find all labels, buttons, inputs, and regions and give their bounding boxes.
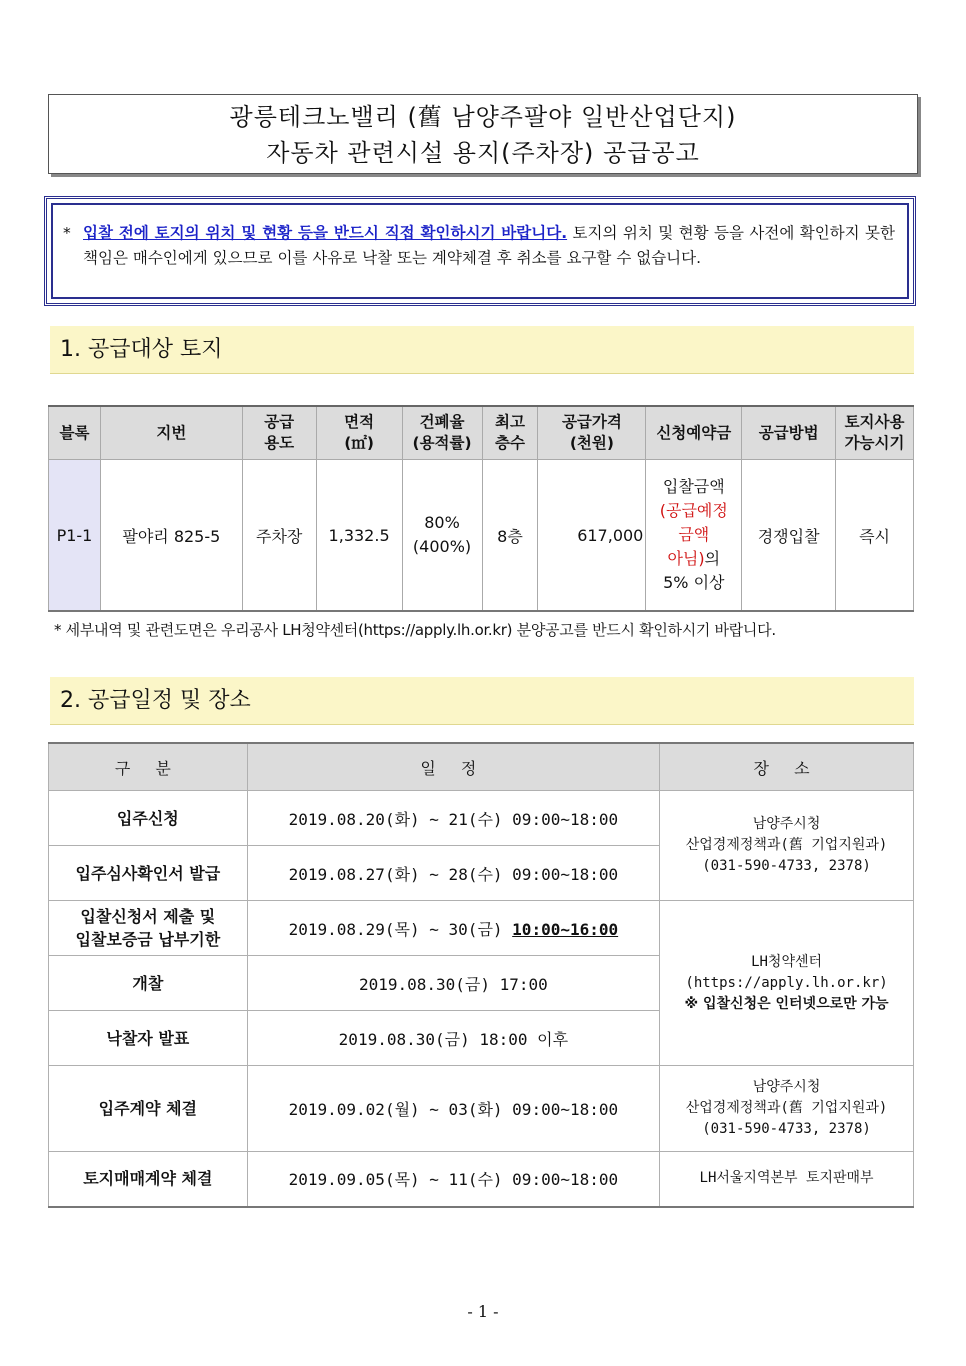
section-2-heading: 2. 공급일정 및 장소 <box>50 677 914 725</box>
cell-area: 1,332.5 <box>316 460 402 612</box>
row-schedule: 2019.08.27(화) ~ 28(수) 09:00~18:00 <box>247 846 659 901</box>
cell-use: 주차장 <box>242 460 316 612</box>
table-row <box>49 1066 914 1152</box>
place-lh-center: LH청약센터 (https://apply.lh.or.kr) ※ 입찰신청은 인터넷으로만 가능 <box>660 901 914 1066</box>
row-label: 토지매매계약 체결 <box>49 1152 248 1207</box>
cell-price: 617,000 <box>538 460 646 612</box>
place-city-hall-1: 남양주시청 산업경제정책과(舊 기업지원과) (031-590-4733, 2378) <box>660 791 914 901</box>
header-block: 블록 <box>49 406 101 460</box>
row-label: 입주계약 체결 <box>49 1066 248 1152</box>
table-row <box>49 791 914 846</box>
row-label: 낙찰자 발표 <box>49 1011 248 1066</box>
header-floors: 최고 층수 <box>482 406 538 460</box>
cell-block: P1-1 <box>49 460 101 612</box>
row-schedule: 2019.08.30(금) 17:00 <box>247 956 659 1011</box>
document-title-box <box>48 94 918 174</box>
notice-emphasis: 입찰 전에 토지의 위치 및 현황 등을 반드시 직접 확인하시기 바랍니다. <box>83 224 568 242</box>
header-schedule: 일 정 <box>247 743 659 791</box>
notice-bullet: * <box>63 224 71 242</box>
cell-floors: 8층 <box>482 460 538 612</box>
table-row <box>49 1152 914 1207</box>
header-place: 장 소 <box>660 743 914 791</box>
cell-ratio: 80% (400%) <box>402 460 482 612</box>
section-1-heading: 1. 공급대상 토지 <box>50 326 914 374</box>
title-line-2: 자동차 관련시설 용지(주차장) 공급공고 <box>266 139 700 167</box>
row-schedule: 2019.08.30(금) 18:00 이후 <box>247 1011 659 1066</box>
land-table-row <box>49 460 914 612</box>
header-area: 면적 (㎡) <box>316 406 402 460</box>
cell-deposit: 입찰금액 (공급예정 금액 아님)의 5% 이상 <box>646 460 742 612</box>
row-schedule: 2019.09.02(월) ~ 03(화) 09:00~18:00 <box>247 1066 659 1152</box>
notice-box <box>44 196 916 306</box>
notice-text: 토지의 위치 및 현황 등을 사전에 확인하지 못한 책임은 매수인에게 있으므로 이를 사유로 낙찰 또는 계약체결 후 취소를 요구할 수 없습니다. <box>83 224 895 267</box>
row-label: 입주심사확인서 발급 <box>49 846 248 901</box>
cell-method: 경쟁입찰 <box>742 460 836 612</box>
header-price: 공급가격 (천원) <box>538 406 646 460</box>
header-lot: 지번 <box>100 406 242 460</box>
table-row <box>49 901 914 956</box>
place-lh-seoul: LH서울지역본부 토지판매부 <box>660 1152 914 1207</box>
header-method: 공급방법 <box>742 406 836 460</box>
land-table <box>48 405 914 612</box>
header-deposit: 신청예약금 <box>646 406 742 460</box>
header-use: 공급 용도 <box>242 406 316 460</box>
row-schedule: 2019.08.20(화) ~ 21(수) 09:00~18:00 <box>247 791 659 846</box>
row-schedule: 2019.09.05(목) ~ 11(수) 09:00~18:00 <box>247 1152 659 1207</box>
schedule-table <box>48 742 914 1208</box>
place-city-hall-2: 남양주시청 산업경제정책과(舊 기업지원과) (031-590-4733, 2378) <box>660 1066 914 1152</box>
page-number: - 1 - <box>467 1302 499 1321</box>
header-available: 토지사용 가능시기 <box>836 406 914 460</box>
schedule-table-header <box>49 743 914 791</box>
header-ratio: 건폐율 (용적률) <box>402 406 482 460</box>
header-category: 구 분 <box>49 743 248 791</box>
cell-lot: 팔야리 825-5 <box>100 460 242 612</box>
title-line-1: 광릉테크노밸리 (舊 남양주팔야 일반산업단지) <box>229 103 737 131</box>
row-schedule: 2019.08.29(목) ~ 30(금) 10:00~16:00 <box>247 901 659 956</box>
row-label: 입주신청 <box>49 791 248 846</box>
land-table-header <box>49 406 914 460</box>
cell-available: 즉시 <box>836 460 914 612</box>
row-label: 입찰신청서 제출 및 입찰보증금 납부기한 <box>49 901 248 956</box>
row-label: 개찰 <box>49 956 248 1011</box>
land-footnote: * 세부내역 및 관련도면은 우리공사 LH청약센터(https://apply.lh.or.kr) 분양공고를 반드시 확인하시기 바랍니다. <box>54 621 776 639</box>
